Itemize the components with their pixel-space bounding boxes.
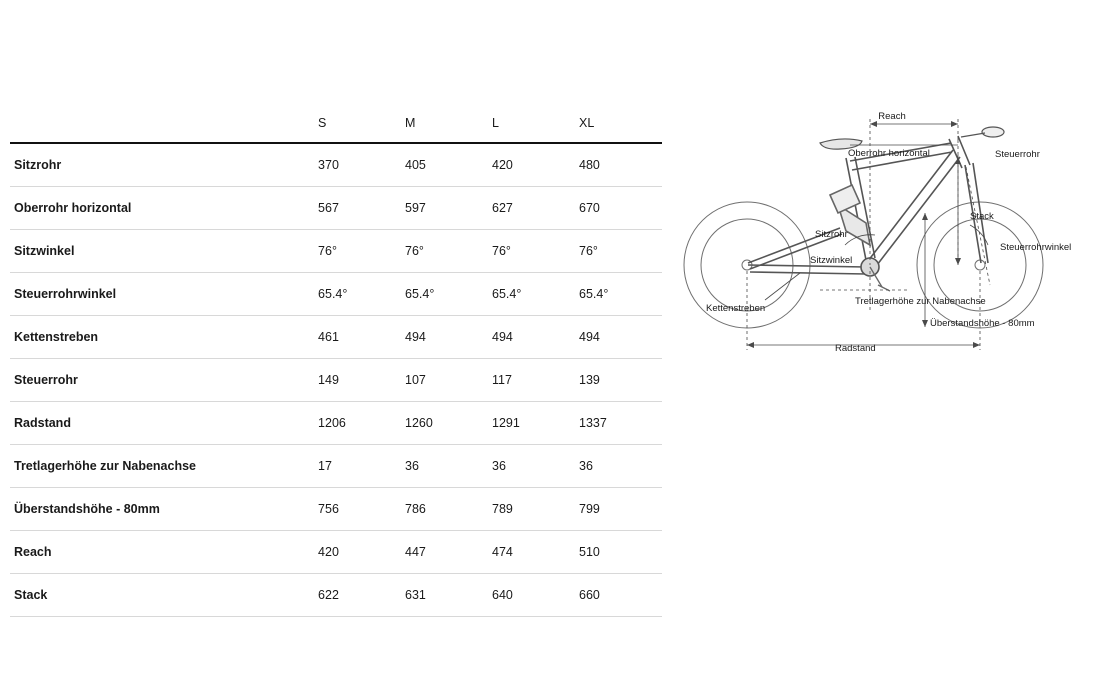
cell-s: 756 (318, 502, 339, 516)
cell-l: 36 (492, 459, 506, 473)
cell-m: 1260 (405, 416, 433, 430)
row-label: Kettenstreben (14, 330, 99, 344)
table-row (10, 359, 662, 402)
table-row (10, 230, 662, 273)
cell-xl: 480 (579, 158, 600, 172)
cell-m: 107 (405, 373, 426, 387)
cell-l: 1291 (492, 416, 520, 430)
cell-l: 117 (492, 373, 512, 387)
cell-s: 65.4° (318, 287, 348, 301)
label-steuerrohrwinkel: Steuerrohrwinkel (1000, 242, 1072, 253)
header-size-m: M (405, 116, 416, 130)
label-radstand: Radstand (835, 343, 876, 354)
cell-s: 461 (318, 330, 339, 344)
handlebar (961, 127, 1004, 137)
table-row (10, 574, 662, 617)
cell-m: 447 (405, 545, 426, 559)
header-size-l: L (492, 116, 499, 130)
table-header-row (10, 110, 662, 143)
cell-xl: 1337 (579, 416, 607, 430)
cell-s: 149 (318, 373, 339, 387)
header-size-xl: XL (579, 116, 595, 130)
cell-l: 474 (492, 545, 513, 559)
cell-l: 420 (492, 158, 513, 172)
cell-s: 17 (318, 459, 332, 473)
label-stack: Stack (970, 211, 994, 222)
table-row (10, 445, 662, 488)
table-row (10, 531, 662, 574)
geometry-table (10, 110, 662, 617)
cell-xl: 670 (579, 201, 600, 215)
cell-l: 640 (492, 588, 513, 602)
row-label: Tretlagerhöhe zur Nabenachse (14, 459, 197, 473)
row-label: Oberrohr horizontal (14, 201, 132, 215)
cell-xl: 510 (579, 545, 600, 559)
header-size-s: S (318, 116, 327, 130)
bike-geometry-diagram (670, 95, 1110, 385)
cell-xl: 799 (579, 502, 600, 516)
row-label: Sitzwinkel (14, 244, 75, 258)
label-reach: Reach (878, 111, 906, 122)
cell-l: 627 (492, 201, 513, 215)
label-kettenstreben: Kettenstreben (706, 303, 766, 314)
table-row (10, 488, 662, 531)
cell-m: 76° (405, 244, 424, 258)
label-steuerrohr: Steuerrohr (995, 149, 1040, 160)
cell-l: 494 (492, 330, 513, 344)
cell-m: 65.4° (405, 287, 435, 301)
cell-xl: 65.4° (579, 287, 609, 301)
table-body (10, 143, 662, 617)
table-head (10, 110, 662, 143)
cell-m: 494 (405, 330, 426, 344)
table-row (10, 273, 662, 316)
cell-m: 597 (405, 201, 426, 215)
cell-xl: 36 (579, 459, 593, 473)
row-label: Steuerrohrwinkel (14, 287, 117, 301)
cell-xl: 660 (579, 588, 600, 602)
row-label: Radstand (14, 416, 71, 430)
cell-l: 76° (492, 244, 511, 258)
cell-m: 36 (405, 459, 419, 473)
table-row (10, 143, 662, 187)
row-label: Stack (14, 588, 48, 602)
row-label: Reach (14, 545, 52, 559)
cell-l: 789 (492, 502, 513, 516)
row-label: Überstandshöhe - 80mm (14, 502, 160, 516)
label-sitzrohr: Sitzrohr (815, 229, 848, 240)
row-label: Steuerrohr (14, 373, 78, 387)
table-row (10, 316, 662, 359)
cell-m: 631 (405, 588, 426, 602)
cell-xl: 139 (579, 373, 600, 387)
cell-m: 405 (405, 158, 426, 172)
cell-s: 1206 (318, 416, 346, 430)
label-oberrohr-horizontal: Oberrohr horizontal (848, 148, 930, 159)
cell-s: 622 (318, 588, 339, 602)
cell-s: 76° (318, 244, 337, 258)
header-measure (10, 110, 314, 143)
label-ueberstandshoehe: Überstandshöhe - 80mm (930, 318, 1035, 329)
cell-m: 786 (405, 502, 426, 516)
cell-s: 420 (318, 545, 339, 559)
cell-xl: 76° (579, 244, 598, 258)
label-sitzwinkel: Sitzwinkel (810, 255, 853, 266)
cell-xl: 494 (579, 330, 600, 344)
row-label: Sitzrohr (14, 158, 62, 172)
label-tretlagerhoehe: Tretlagerhöhe zur Nabenachse (855, 296, 986, 307)
cell-l: 65.4° (492, 287, 522, 301)
geometry-table-container (10, 110, 662, 617)
table-row (10, 187, 662, 230)
cell-s: 567 (318, 201, 339, 215)
cell-s: 370 (318, 158, 339, 172)
table-row (10, 402, 662, 445)
